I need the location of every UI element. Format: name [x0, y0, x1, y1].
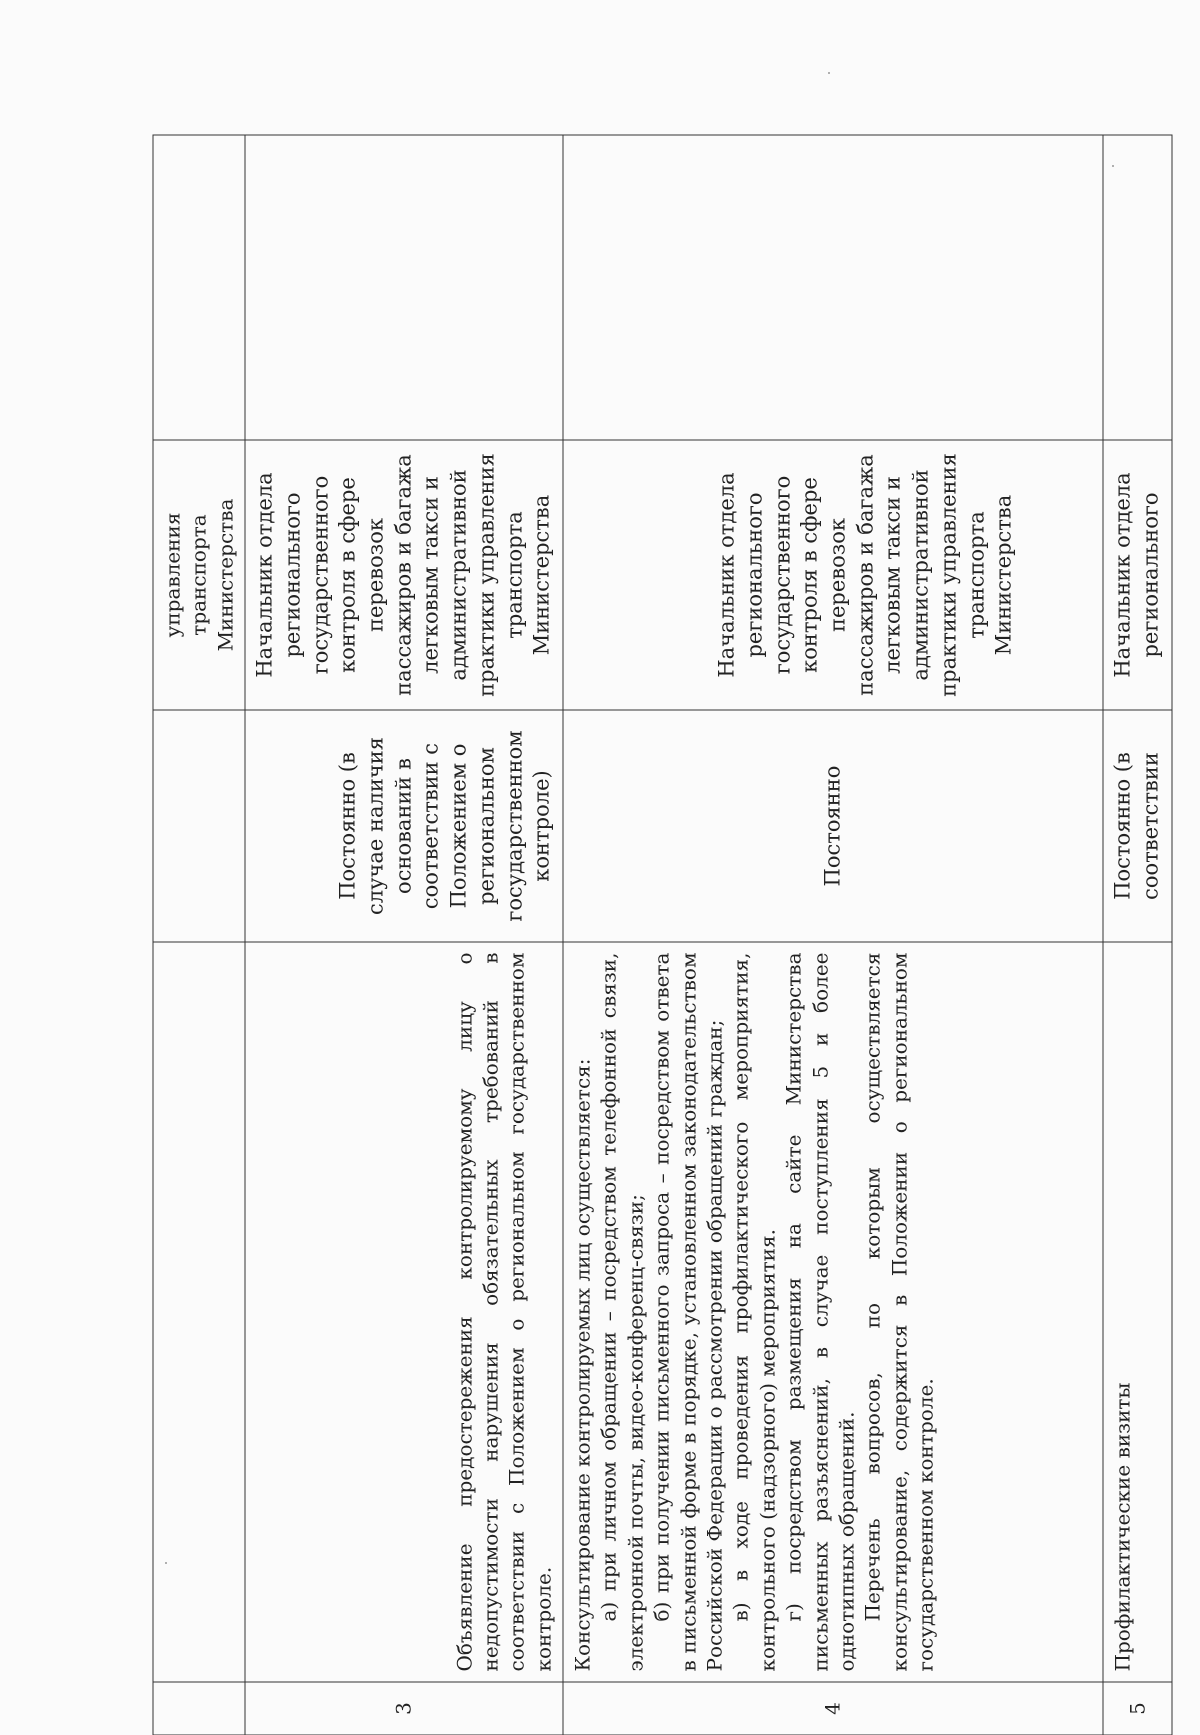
consulting-closing: Перечень вопросов, по которым осуществляется консультирование, содержится в Положении о региональном государственном контроле. — [860, 952, 938, 1671]
table-row-3 — [245, 135, 563, 1735]
table-row-4 — [563, 135, 1103, 1735]
consulting-item-b: б) при получении письменного запроса – посредством ответа в письменной форме в порядке, установленном законодательством Российской Федерации о рассмотрении обращений граждан; — [649, 952, 727, 1671]
consulting-item-d: г) посредством размещения на сайте Министерства письменных разъяснений, в случае поступления 5 и более однотипных обращений. — [781, 952, 859, 1671]
term-cell — [153, 710, 245, 942]
row-number-cell: 3 — [245, 1682, 563, 1735]
consulting-item-a: а) при личном обращении – посредством телефонной связи, электронной почты, видео-конференц-связи; — [596, 952, 648, 1671]
table-row-top — [153, 135, 245, 1735]
consulting-intro: Консультирование контролируемых лиц осуществляется: — [570, 1057, 595, 1671]
description-cell — [153, 942, 245, 1682]
description-cell — [563, 942, 1103, 1682]
empty-cell — [563, 135, 1103, 440]
responsible-cell: управления транспорта Министерства — [153, 440, 245, 710]
row-number-cell: 4 — [563, 1682, 1103, 1735]
row-number-cell — [153, 1682, 245, 1735]
term-cell: Постоянно (в соответствии — [1103, 710, 1171, 942]
events-table — [153, 134, 1173, 1735]
scan-speck — [828, 72, 830, 74]
responsible-cell: Начальник отдела регионального государственного контроля в сфере перевозок пассажиров и багажа легковым такси и административной практики управления транспорта Министерства — [563, 440, 1103, 710]
term-cell: Постоянно (в случае наличия оснований в соответствии с Положением о региональном государственном контроле) — [245, 710, 563, 942]
responsible-cell: Начальник отдела регионального — [1103, 440, 1171, 710]
empty-cell — [1103, 135, 1171, 440]
empty-cell — [245, 135, 563, 440]
term-cell: Постоянно — [563, 710, 1103, 942]
description-cell — [245, 942, 563, 1682]
responsible-cell: Начальник отдела регионального государственного контроля в сфере перевозок пассажиров и багажа легковым такси и административной практики управления транспорта Министерства — [245, 440, 563, 710]
table-row-5 — [1103, 135, 1171, 1735]
description-cell: Профилактические визиты — [1103, 942, 1171, 1682]
consulting-item-c: в) в ходе проведения профилактического мероприятия, контрольного (надзорного) мероприятия. — [728, 952, 780, 1671]
empty-cell — [153, 135, 245, 440]
description-text: Объявление предостережения контролируемому лицу о недопустимости нарушения обязательных требований в соответствии с Положением о региональном государственном контроле. — [452, 952, 556, 1671]
rotated-table-container — [153, 135, 1163, 1735]
row-number-cell: 5 — [1103, 1682, 1171, 1735]
